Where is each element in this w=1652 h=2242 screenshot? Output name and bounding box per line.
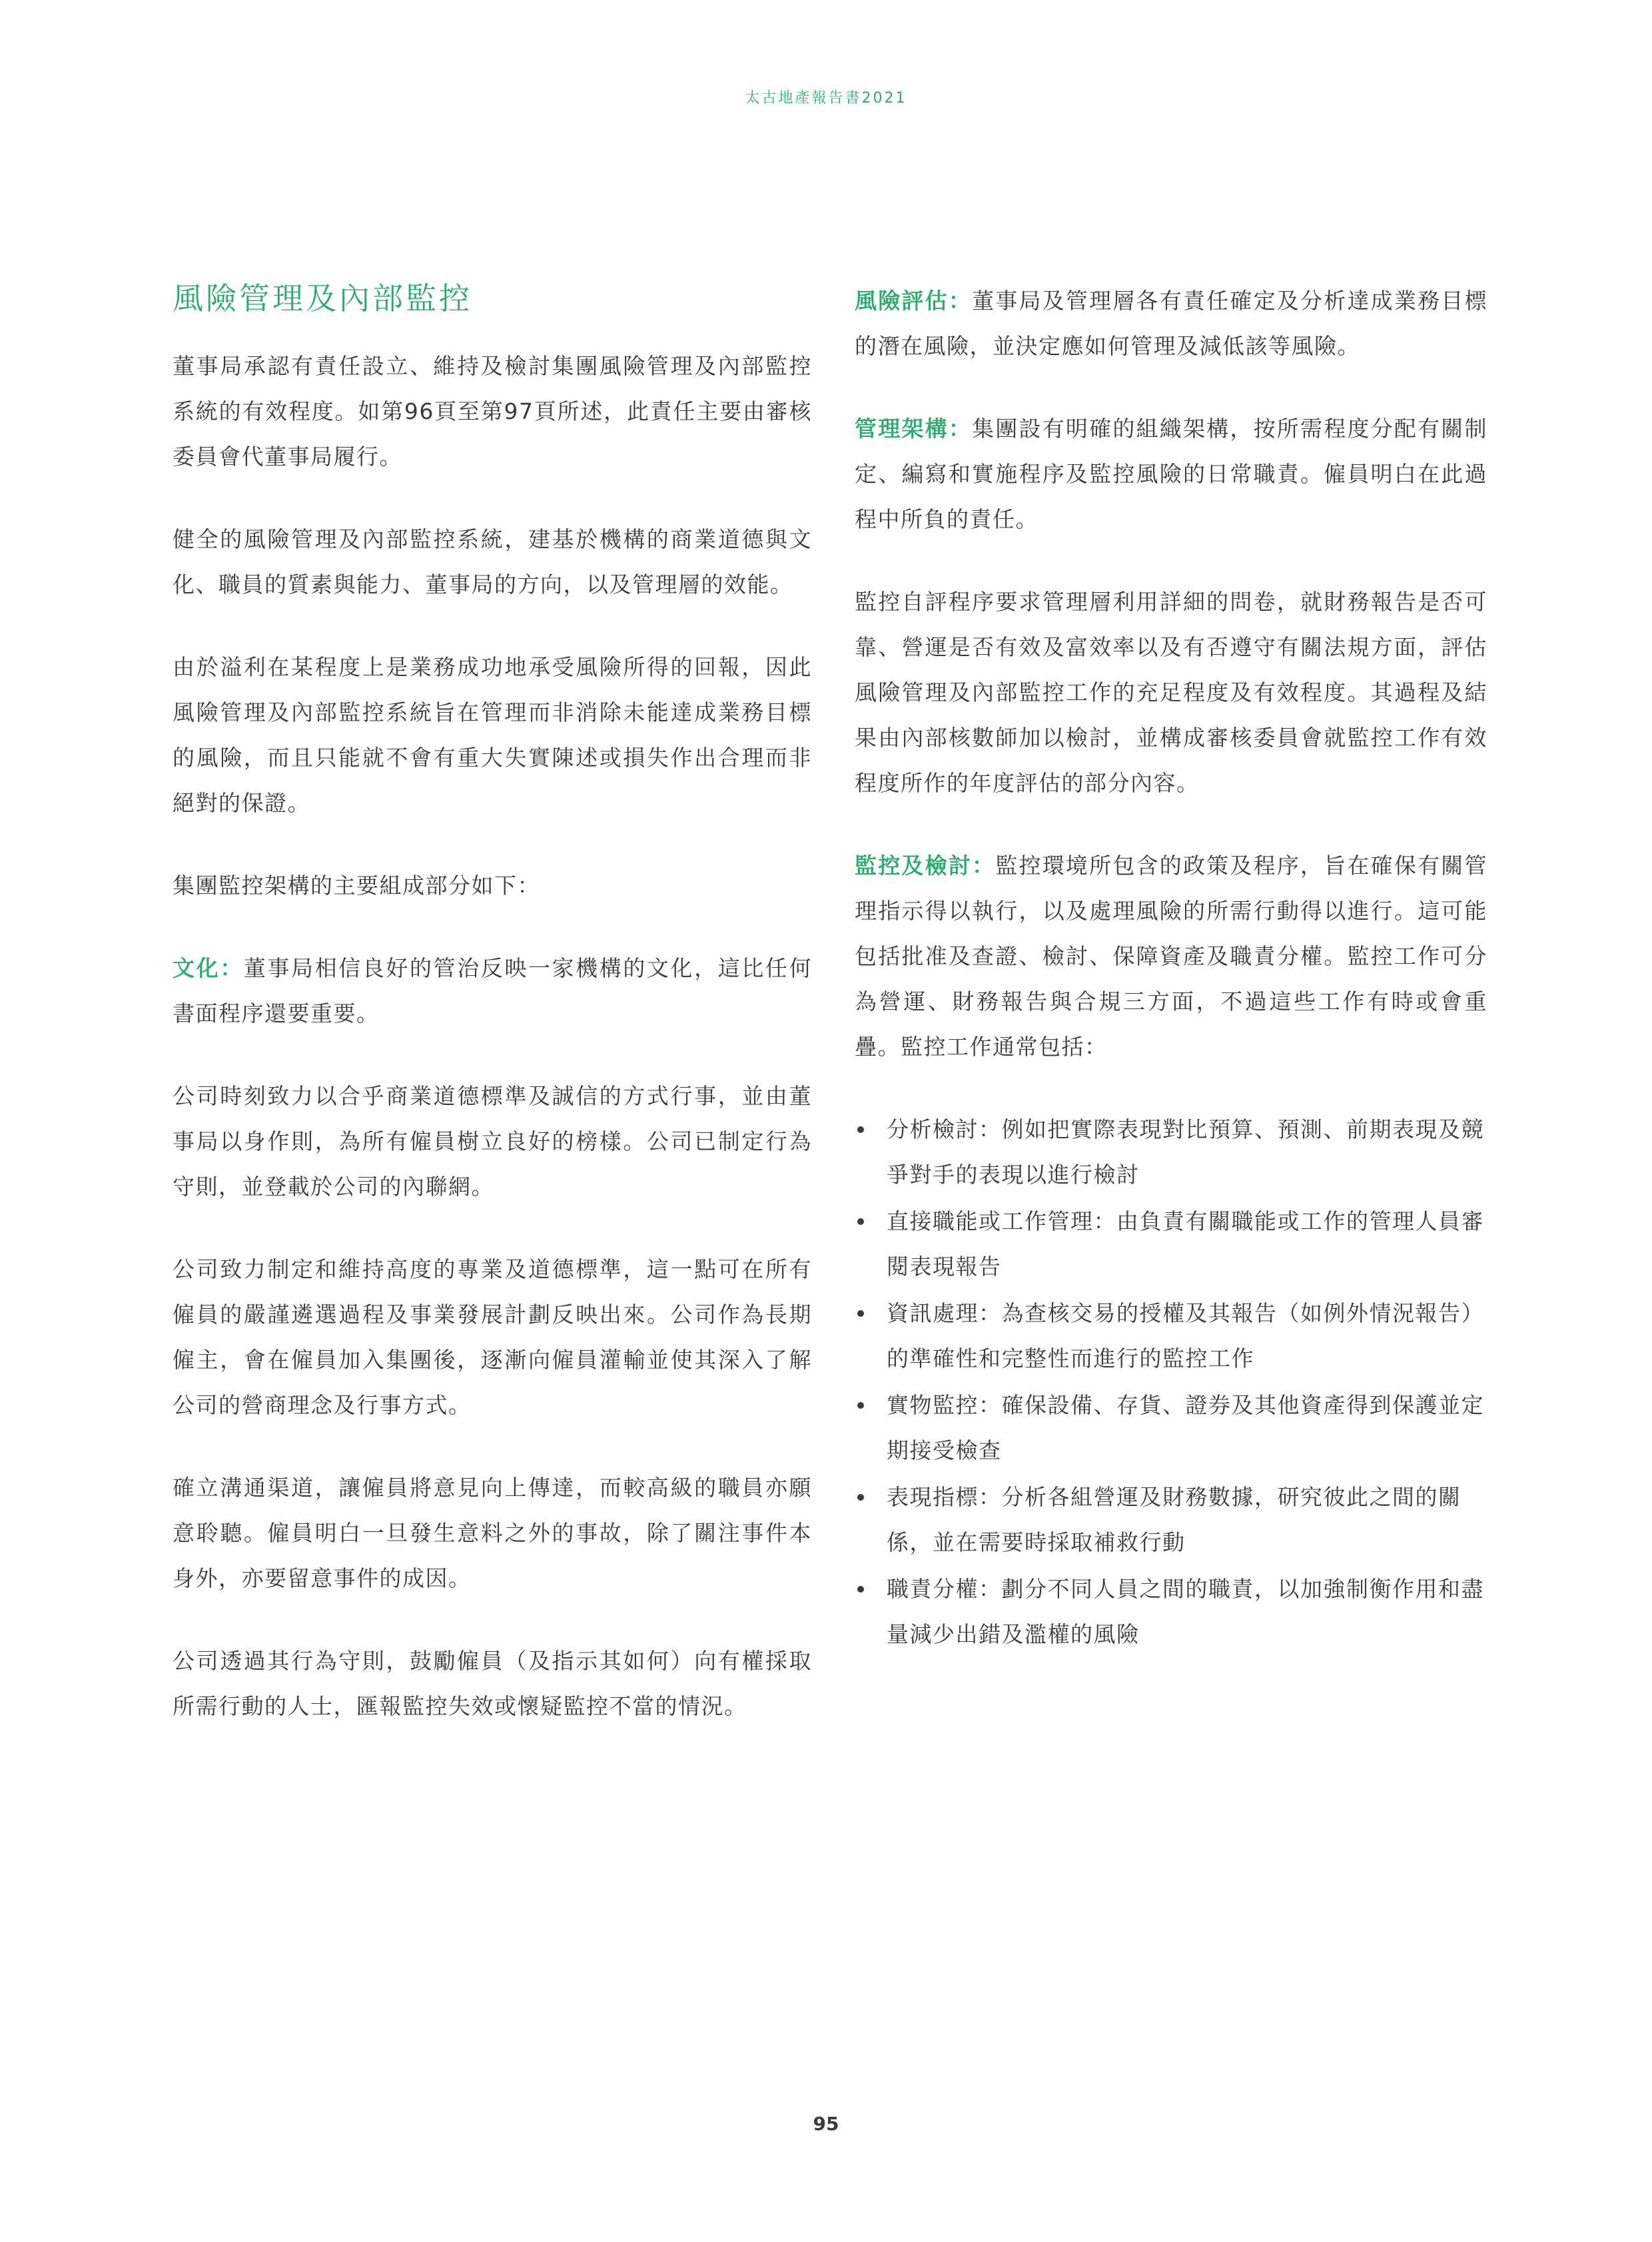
bullet-icon xyxy=(857,1402,864,1409)
list-item xyxy=(855,1567,1487,1657)
page-number: 95 xyxy=(813,2113,839,2135)
list-item xyxy=(855,1107,1487,1198)
paragraph-culture xyxy=(173,946,812,1036)
right-column xyxy=(855,278,1487,1659)
paragraph-self-assessment: 監控自評程序要求管理層利用詳細的問卷，就財務報告是否可靠、營運是否有效及富效率以及有否遵守有關法規方面，評估風險管理及內部監控工作的充足程度及有效程度。其過程及結果由內部核數師加以檢討，並構成審核委員會就監控工作有效程度所作的年度評估的部分內容。 xyxy=(855,589,1487,796)
paragraph-communication: 確立溝通渠道，讓僱員將意見向上傳達，而較高級的職員亦願意聆聽。僱員明白一旦發生意料之外的事故，除了關注事件本身外，亦要留意事件的成因。 xyxy=(173,1475,812,1591)
culture-lead: 文化： xyxy=(173,955,244,981)
paragraph-control-review xyxy=(855,843,1487,1070)
paragraph-responsibility: 董事局承認有責任設立、維持及檢討集團風險管理及內部監控系統的有效程度。如第96頁至第97頁所述，此責任主要由審核委員會代董事局履行。 xyxy=(173,353,812,470)
list-item xyxy=(855,1383,1487,1473)
list-item-text: 實物監控：確保設備、存貨、證券及其他資產得到保護並定期接受檢查 xyxy=(887,1392,1484,1463)
list-item xyxy=(855,1291,1487,1381)
list-item xyxy=(855,1475,1487,1565)
control-review-lead: 監控及檢討： xyxy=(855,853,996,879)
paragraph-standards: 公司致力制定和維持高度的專業及道德標準，這一點可在所有僱員的嚴謹遴選過程及事業發展計劃反映出來。公司作為長期僱主，會在僱員加入集團後，逐漸向僱員灌輸並使其深入了解公司的營商理念及行事方式。 xyxy=(173,1256,812,1418)
paragraph-whistleblowing: 公司透過其行為守則，鼓勵僱員（及指示其如何）向有權採取所需行動的人士，匯報監控失效或懷疑監控不當的情況。 xyxy=(173,1648,812,1719)
bullet-icon xyxy=(857,1494,864,1501)
list-item-text: 表現指標：分析各組營運及財務數據，研究彼此之間的關係，並在需要時採取補救行動 xyxy=(887,1484,1461,1555)
paragraph-framework-intro: 集團監控架構的主要組成部分如下： xyxy=(173,873,540,899)
list-item-text: 職責分權：劃分不同人員之間的職責，以加強制衡作用和盡量減少出錯及濫權的風險 xyxy=(887,1576,1484,1647)
bullet-icon xyxy=(857,1126,864,1133)
bullet-icon xyxy=(857,1218,864,1225)
section-title: 風險管理及內部監控 xyxy=(173,280,472,316)
control-activities-list xyxy=(855,1107,1487,1657)
paragraph-management-structure xyxy=(855,406,1487,542)
management-structure-lead: 管理架構： xyxy=(855,416,973,442)
left-column xyxy=(173,278,812,1766)
list-item-text: 直接職能或工作管理：由負責有關職能或工作的管理人員審閱表現報告 xyxy=(887,1208,1484,1280)
paragraph-reasonable-assurance: 由於溢利在某程度上是業務成功地承受風險所得的回報，因此風險管理及內部監控系統旨在管理而非消除未能達成業務目標的風險，而且只能就不會有重大失實陳述或損失作出合理而非絕對的保證。 xyxy=(173,654,812,816)
control-review-text: 監控環境所包含的政策及程序，旨在確保有關管理指示得以執行，以及處理風險的所需行動得以進行。這可能包括批准及查證、檢討、保障資產及職責分權。監控工作可分為營運、財務報告與合規三方面，不過這些工作有時或會重疊。監控工作通常包括： xyxy=(855,853,1488,1060)
bullet-icon xyxy=(857,1310,864,1317)
risk-assessment-lead: 風險評估： xyxy=(855,288,973,314)
paragraph-risk-assessment xyxy=(855,278,1487,369)
list-item xyxy=(855,1199,1487,1290)
paragraph-code-of-conduct: 公司時刻致力以合乎商業道德標準及誠信的方式行事，並由董事局以身作則，為所有僱員樹立良好的榜樣。公司已制定行為守則，並登載於公司的內聯網。 xyxy=(173,1083,812,1200)
management-structure-text: 集團設有明確的組織架構，按所需程度分配有關制定、編寫和實施程序及監控風險的日常職責。僱員明白在此過程中所負的責任。 xyxy=(855,416,1488,532)
culture-text: 董事局相信良好的管治反映一家機構的文化，這比任何書面程序還要重要。 xyxy=(173,955,813,1026)
risk-assessment-text: 董事局及管理層各有責任確定及分析達成業務目標的潛在風險，並決定應如何管理及減低該等風險。 xyxy=(855,288,1488,359)
running-header: 太古地產報告書2021 xyxy=(745,90,907,107)
list-item-text: 分析檢討：例如把實際表現對比預算、預測、前期表現及競爭對手的表現以進行檢討 xyxy=(887,1116,1484,1188)
list-item-text: 資訊處理：為查核交易的授權及其報告（如例外情況報告）的準確性和完整性而進行的監控工作 xyxy=(887,1300,1484,1371)
bullet-icon xyxy=(857,1586,864,1593)
paragraph-sound-system: 健全的風險管理及內部監控系統，建基於機構的商業道德與文化、職員的質素與能力、董事局的方向，以及管理層的效能。 xyxy=(173,526,812,597)
